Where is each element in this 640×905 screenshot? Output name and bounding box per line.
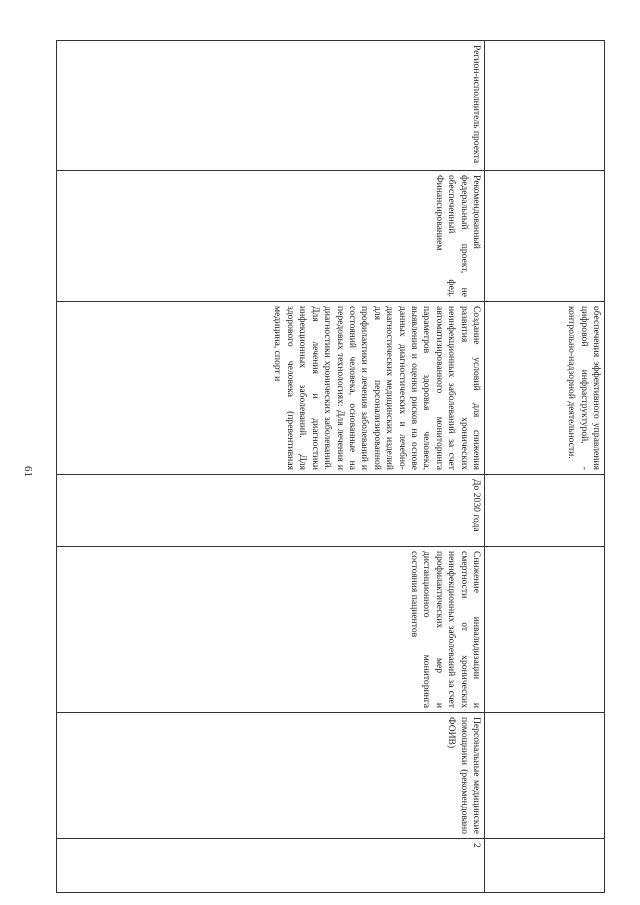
table-row xyxy=(57,41,485,893)
name-cell-top xyxy=(485,713,605,839)
task-cell-top: обеспечения эффективного управления цифровой инфраструктурой, - контрольно-надзорной деятельности. xyxy=(485,302,605,475)
deadline-cell-top xyxy=(485,475,605,547)
table-row xyxy=(485,41,605,893)
page-number: 61 xyxy=(22,466,34,477)
task-cell: Создание условий для снижения развития хронических неинфекционных заболеваний за счет автоматизированного мониторинга параметров здоровья человека, выявления и оценки рисков на основе данных диагностических и лечебно-диагностических медицинских изделий для персонализированной профилактики и лечения заболеваний и состояний человека, основанные на передовых технологиях: Для лечения и диагностики хронических заболеваний. Для лечения и диагностики инфекционных заболеваний. Для здорового человека (превентивная медицина, спорт и xyxy=(57,302,485,475)
region-cell: Регион-исполнитель проекта xyxy=(57,41,485,171)
region-cell-top xyxy=(485,41,605,171)
number-cell: 2 xyxy=(57,839,485,893)
projects-table-rotated xyxy=(57,40,605,892)
source-cell-top xyxy=(485,171,605,302)
deadline-cell: До 2030 года xyxy=(57,475,485,547)
name-cell: Персональные медицинские помощники (рекомендовано ФОИВ) xyxy=(57,713,485,839)
projects-table xyxy=(56,40,605,893)
goal-cell-top xyxy=(485,547,605,713)
source-cell: Рекомендованный федеральный проект, не обеспеченный фед. Финансированием xyxy=(57,171,485,302)
number-cell-top xyxy=(485,839,605,893)
goal-cell: Снижение инвалидизации и смертности от хронических неинфекционных заболеваний за счет профилактических мер и дистанционного мониторинга состояния пациентов xyxy=(57,547,485,713)
